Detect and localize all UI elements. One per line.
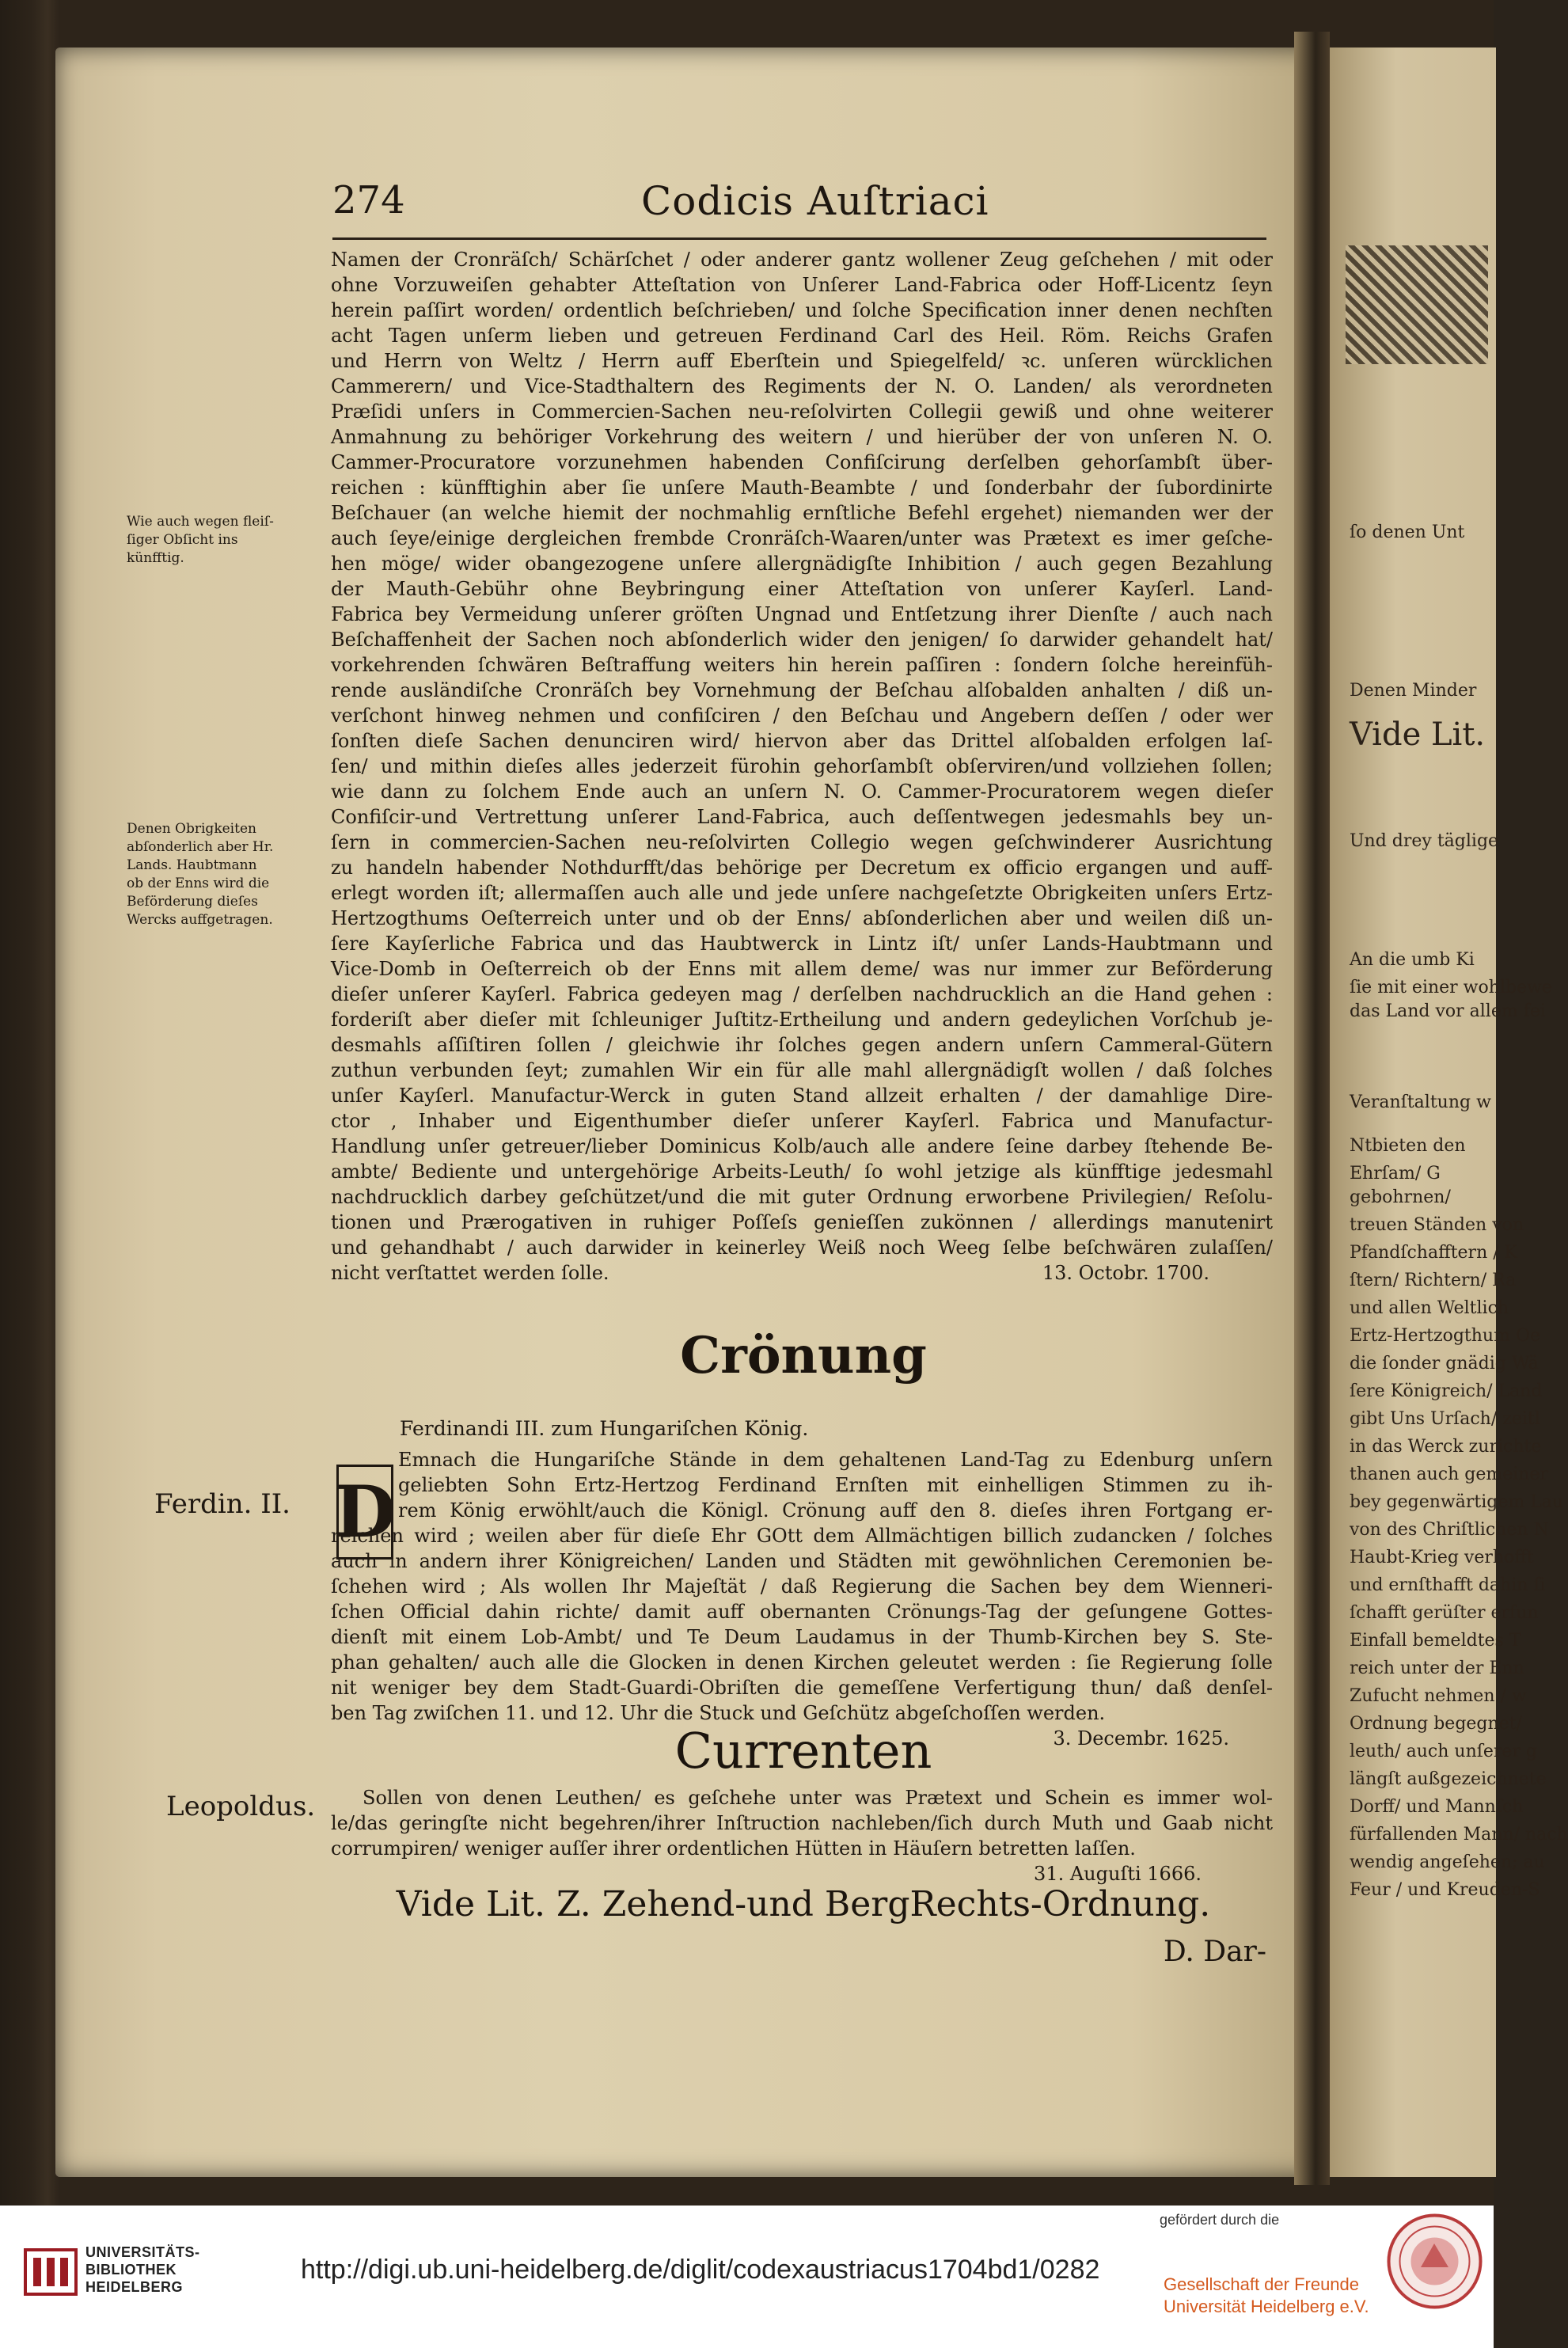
paragraph-1-line: Beſchaffenheit der Sachen noch abſonderlich wider den jenigen/ ſo darwider gehandelt hat/	[331, 629, 1273, 651]
paragraph-1-line: desmahls aſſiſtiren ſollen / gleichwie ihr ſolches gegen andern unſern Cammeral-Gütern	[331, 1034, 1273, 1056]
running-title: Codicis Auſtriaci	[641, 178, 989, 224]
next-page-fragment: Denen Minder	[1350, 681, 1477, 701]
paragraph-1-line: nicht verſtattet werden ſolle.	[331, 1262, 609, 1284]
university-seal-icon	[1385, 2212, 1484, 2311]
paragraph-1-line: auch ſeye/einige dergleichen frembde Cronräſch-Waaren/unter was Prætext es imer geſche-	[331, 527, 1273, 549]
paragraph-1-line: ſern in commercien-Sachen neu-reſolvirten Collegio wegen geſchwinderer Ausrichtung	[331, 831, 1273, 853]
paragraph-1-line: ſen/ und mithin dieſes alles jederzeit fürohin gehorſambſt obſerviren/und vollziehen ſollen;	[331, 755, 1273, 777]
paragraph-1-line: herein paſſirt worden/ ordentlich beſchrieben/ und ſolche Specification inner denen nechſten	[331, 299, 1273, 321]
paragraph-1-line: nachdrucklich darbey geſchützet/und die mit guter Ordnung erworbene Privilegien/ Reſolu-	[331, 1186, 1273, 1208]
paragraph-1-line: zu handeln habender Nothdurfft/das behörige per Decretum ex officio ergangen und auff-	[331, 857, 1273, 879]
paragraph-1-line: dieſer unſerer Kayſerl. Fabrica gedeyen mag / derſelben nachdrucklich an die Hand gehen :	[331, 983, 1273, 1005]
paragraph-cronung	[331, 1447, 1273, 1751]
next-page-fragment: und ernſthafft dahin ſi	[1350, 1575, 1546, 1595]
paragraph-1-line: Hertzogthums Oeſterreich unter und ob der Enns/ abſonderlichen aber und weilen diß un-	[331, 907, 1273, 929]
next-page-fragment: Vide Lit.	[1350, 716, 1486, 753]
next-page-ornament	[1346, 245, 1488, 364]
next-page-fragment: wendig angeſehen; au	[1350, 1852, 1545, 1872]
page-header	[332, 178, 1322, 234]
cronung-line: ſchehen wird ; Als wollen Ihr Majeſtät / daß Regierung die Sachen bey dem Wienneri-	[331, 1575, 1273, 1598]
next-page-fragment: ſie mit einer wohlbewe	[1350, 978, 1552, 997]
paragraph-1-line: acht Tagen unſerm lieben und getreuen Ferdinand Carl des Heil. Röm. Reichs Grafen	[331, 325, 1273, 347]
paragraph-1-line: ſonſten dieſe Sachen denunciren wird/ hiervon aber das Drittel alſobalden erfolgen laſ-	[331, 730, 1273, 752]
header-rule	[332, 237, 1266, 240]
paragraph-1-line: der Mauth-Gebühr ohne Beybringung einer Atteſtation von unſerer Kayſerl. Land-	[331, 578, 1273, 600]
paragraph-1-line: vorkehrenden ſchwären Beſtraffung weiters hin herein paſſiren : ſondern ſolche hereinfüh-	[331, 654, 1273, 676]
next-page-fragment: ſtern/ Richtern/ Ra	[1350, 1271, 1517, 1290]
cronung-line: phan gehalten/ auch alle die Glocken in denen Kirchen geleutet werden : ſie Regierung ſolle	[331, 1651, 1273, 1674]
next-page-fragment: treuen Ständen von	[1350, 1215, 1524, 1235]
paragraph-1-line: ctor , Inhaber und Eigenthumber dieſer unſerer Kayſerl. Fabrica und Manufactur-	[331, 1110, 1273, 1132]
university-library-name: UNIVERSITÄTS- BIBLIOTHEK HEIDELBERG	[85, 2244, 200, 2295]
next-page-fragment: in das Werck zurichte	[1350, 1437, 1542, 1457]
paragraph-1-line: Namen der Cronräſch/ Schärſchet / oder anderer gantz wollener Zeug geſchehen / mit oder	[331, 249, 1273, 271]
next-page-fragment: ſo denen Unt	[1350, 522, 1465, 542]
next-page-fragment: ſchafft gerüſter erfun	[1350, 1603, 1539, 1623]
paragraph-1-line: ſere Kayſerliche Fabrica und das Haubtwerck in Lintz iſt/ unſer Lands-Haubtmann und	[331, 933, 1273, 955]
next-page-fragment: und allen Weltlich	[1350, 1298, 1509, 1318]
currenten-line: corrumpiren/ weniger auſſer ihrer ordentlichen Hütten in Häuſern betretten laſſen.	[331, 1837, 1136, 1860]
drop-cap: D	[336, 1465, 393, 1560]
paragraph-1	[331, 247, 1273, 1286]
paragraph-1-line: Anmahnung zu behöriger Vorkehrung des weitern / und hierüber der von unſeren N. O.	[331, 426, 1273, 448]
paragraph-1-line: Fabrica bey Vermeidung unſerer gröſten Ungnad und Entſetzung ihrer Dienſte / auch nach	[331, 603, 1273, 625]
cronung-line: Emnach die Hungariſche Stände in dem gehaltenen Land-Tag zu Edenburg unſern	[398, 1449, 1273, 1471]
next-page-fragment: Einfall bemeldtes T	[1350, 1631, 1521, 1651]
cross-reference: Vide Lit. Z. Zehend-und BergRechts-Ordnung.	[396, 1884, 1211, 1924]
paragraph-1-line: Cammer-Procuratore vorzunehmen habenden Confiſcirung derſelben gehorſambſt über-	[331, 451, 1273, 473]
section-heading-cronung: Crönung	[680, 1326, 927, 1385]
next-page-fragment: gibt Uns Urſach/ zeitl	[1350, 1409, 1540, 1429]
cronung-line: auch in andern ihrer Königreichen/ Landen und Städten mit gewöhnlichen Ceremonien be-	[331, 1550, 1273, 1572]
next-page-fragment: das Land vor allem fei	[1350, 1001, 1546, 1021]
section-subheading-cronung: Ferdinandi III. zum Hungariſchen König.	[400, 1417, 809, 1440]
university-library-logo-icon	[22, 2244, 79, 2301]
next-page-fragment: leuth/ auch unſerer g	[1350, 1742, 1538, 1761]
paragraph-1-line: ohne Vorzuweiſen gehabter Atteſtation von Unſerer Land-Fabrica oder Hoff-Licentz ſeyn	[331, 274, 1273, 296]
currenten-line: Sollen von denen Leuthen/ es geſchehe unter was Prætext und Schein es immer wol-	[363, 1787, 1273, 1809]
paragraph-1-line: und Herrn von Weltz / Herrn auff Eberſtein und Spiegelfeld/ ꝛc. unſeren würcklichen	[331, 350, 1273, 372]
paragraph-1-line: erlegt worden iſt; allermaſſen auch alle und jede unſere nachgeſetzte Obrigkeiten unſers Ertz-	[331, 882, 1273, 904]
next-page-fragment: Ertz-Hertzogthum Oe	[1350, 1326, 1541, 1346]
viewer-footer	[0, 2206, 1494, 2348]
next-page-fragment: Ehrſam/ G	[1350, 1164, 1441, 1183]
margin-ruler-leopoldus: Leopoldus.	[166, 1791, 316, 1822]
next-page-fragment: Feur / und Kreuden-S	[1350, 1880, 1540, 1900]
margin-ruler-ferdinand: Ferdin. II.	[154, 1488, 290, 1520]
paragraph-cronung-date: 3. Decembr. 1625.	[1053, 1727, 1229, 1750]
paragraph-1-line: und gehandhabt / auch darwider in keinerley Weiß noch Weeg ſelbe beſchwären zulaſſen/	[331, 1237, 1273, 1259]
next-page-fragment: längſt außgezeichnete	[1350, 1769, 1547, 1789]
margin-note-2: Denen Obrigkeiten abſonderlich aber Hr. Lands. Haubtmann ob der Enns wird die Beförderung dieſes Wercks auffgetragen.	[127, 821, 274, 928]
cronung-line: geliebten Sohn Ertz-Hertzog Ferdinand Ernſten mit einhelligen Stimmen zu ih-	[398, 1474, 1273, 1496]
paragraph-1-line: verſchont hinweg nehmen und confiſciren / den Beſchau und Angebern deſſen / oder wer	[331, 705, 1273, 727]
currenten-line: le/das geringſte nicht begehren/ihrer Inſtruction nachleben/ſich durch Muth und Gaab nicht	[331, 1812, 1273, 1834]
catchword: D. Dar-	[1163, 1936, 1266, 1968]
next-page-fragment: Ntbieten den	[1350, 1136, 1466, 1156]
next-page-fragment: reich unter der Enn	[1350, 1658, 1524, 1678]
paragraph-currenten-date: 31. Auguſti 1666.	[1034, 1863, 1202, 1885]
paragraph-1-line: Vice-Domb in Oeſterreich ob der Enns mit allem deme/ was nur immer zur Beförderung	[331, 958, 1273, 980]
cronung-line: dienſt mit einem Lob-Ambt/ und Te Deum Laudamus in der Thumb-Kirchen bey S. Ste-	[331, 1626, 1273, 1648]
next-page-fragment: Ordnung begegnet/	[1350, 1714, 1522, 1734]
next-page-fragment: An die umb Ki	[1350, 950, 1475, 970]
funding-society-name[interactable]: Gesellschaft der Freunde Universität Heidelberg e.V.	[1164, 2274, 1369, 2316]
cronung-line: ben Tag zwiſchen 11. und 12. Uhr die Stuck und Geſchütz abgeſchoſſen werden.	[331, 1702, 1106, 1724]
paragraph-1-line: Beſchauer (an welche hiemit der nochmahlig ernſtliche Befehl ergehet) niemanden wer der	[331, 502, 1273, 524]
permalink-url[interactable]: http://digi.ub.uni-heidelberg.de/diglit/codexaustriacus1704bd1/0282	[301, 2255, 1100, 2285]
next-page-fragment: Veranſtaltung w	[1350, 1092, 1491, 1112]
next-page-fragment: fürfallenden Mann/ nach	[1350, 1825, 1568, 1845]
cronung-line: nit weniger bey dem Stadt-Guardi-Obriſten die gemeſſene Verfertigung thun/ daß denſel-	[331, 1677, 1273, 1699]
paragraph-1-line: Cammerern/ und Vice-Stadthaltern des Regiments der N. O. Landen/ als verordneten	[331, 375, 1273, 397]
paragraph-1-line: Handlung unſer getreuer/lieber Dominicus Kolb/auch alle andere ſeine darbey ſtehende Be-	[331, 1135, 1273, 1157]
paragraph-1-line: rende ausländiſche Cronräſch bey Vornehmung der Beſchau alſobalden anhalten / diß un-	[331, 679, 1273, 701]
cronung-line: rem König erwöhlt/auch die Königl. Crönung auff den 8. dieſes ihren Fortgang er-	[398, 1499, 1273, 1522]
next-page-fragment: Zufucht nehmen / w	[1350, 1686, 1527, 1706]
paragraph-1-line: reichen : künfftighin aber ſie unſere Mauth-Beambte / und ſonderbahr der ſubordinirte	[331, 477, 1273, 499]
next-page-fragment: von des Chriſtlichen N	[1350, 1520, 1549, 1540]
next-page-fragment: die ſonder gnädig Wä	[1350, 1354, 1539, 1373]
paragraph-1-line: Confiſcir-und Vertrettung unſerer Land-Fabrica, auch deſſentwegen jedesmahls bey un-	[331, 806, 1273, 828]
cronung-line: ſchen Official dahin richte/ damit auff obernanten Crönungs-Tag der geſungene Gottes-	[331, 1601, 1273, 1623]
paragraph-1-line: tionen und Prærogativen in ruhiger Poſſeſs genieſſen zukönnen / allerdings manutenirt	[331, 1211, 1273, 1233]
funded-by-label: gefördert durch die	[1160, 2212, 1280, 2228]
next-page-fragment: ſere Königreich/ Land	[1350, 1381, 1543, 1401]
next-page-fragment: Haubt-Krieg verhofft	[1350, 1548, 1534, 1567]
next-page-fragment: Pfandſchafftern / K	[1350, 1243, 1518, 1263]
margin-note-1: Wie auch wegen fleiſ- ſiger Obſicht ins künfftig.	[127, 514, 274, 566]
paragraph-1-line: ambte/ Bediente und untergehörige Arbeits-Leuth/ ſo wohl jetzige als künfftige jedesmahl	[331, 1161, 1273, 1183]
paragraph-1-line: zuthun verbunden ſeyt; zumahlen Wir ein für alle mahl allergnädigſt wollen / daß ſolches	[331, 1059, 1273, 1081]
paragraph-1-line: wie dann zu ſolchem Ende auch an unſern N. O. Cammer-Procuratorem wegen dieſer	[331, 781, 1273, 803]
paragraph-1-line: hen möge/ wider obangezogene unſere allergnädigſte Inhibition / auch gegen Bezahlung	[331, 553, 1273, 575]
book-gutter	[1294, 32, 1330, 2185]
paragraph-1-date: 13. Octobr. 1700.	[1042, 1262, 1209, 1284]
next-page-fragment: gebohrnen/	[1350, 1187, 1451, 1207]
paragraph-1-line: Præſidi unſers in Commercien-Sachen neu-reſolvirten Collegii gewiß und ohne weiterer	[331, 401, 1273, 423]
next-page-fragment: Und drey täglige	[1350, 831, 1499, 851]
next-page-fragment: Dorff/ und Mannſch	[1350, 1797, 1524, 1817]
section-heading-currenten: Currenten	[674, 1722, 932, 1780]
page-number: 274	[332, 178, 405, 222]
next-page-fragment: thanen auch gemeiner	[1350, 1465, 1548, 1484]
next-page-fragment: bey gegenwärtigem Lau	[1350, 1492, 1564, 1512]
paragraph-currenten	[331, 1785, 1273, 1886]
paragraph-1-line: unſer Kayſerl. Manufactur-Werck in guten Stand allzeit erhalten / der damahlige Dire-	[331, 1085, 1273, 1107]
cronung-line: reichen wird ; weilen aber für dieſe Ehr GOtt dem Allmächtigen billich zudancken / ſolches	[331, 1525, 1273, 1547]
paragraph-1-line: forderiſt aber dieſer mit ſchleuniger Juſtitz-Ertheilung und andern gedeylichen Vorſchub je-	[331, 1009, 1273, 1031]
